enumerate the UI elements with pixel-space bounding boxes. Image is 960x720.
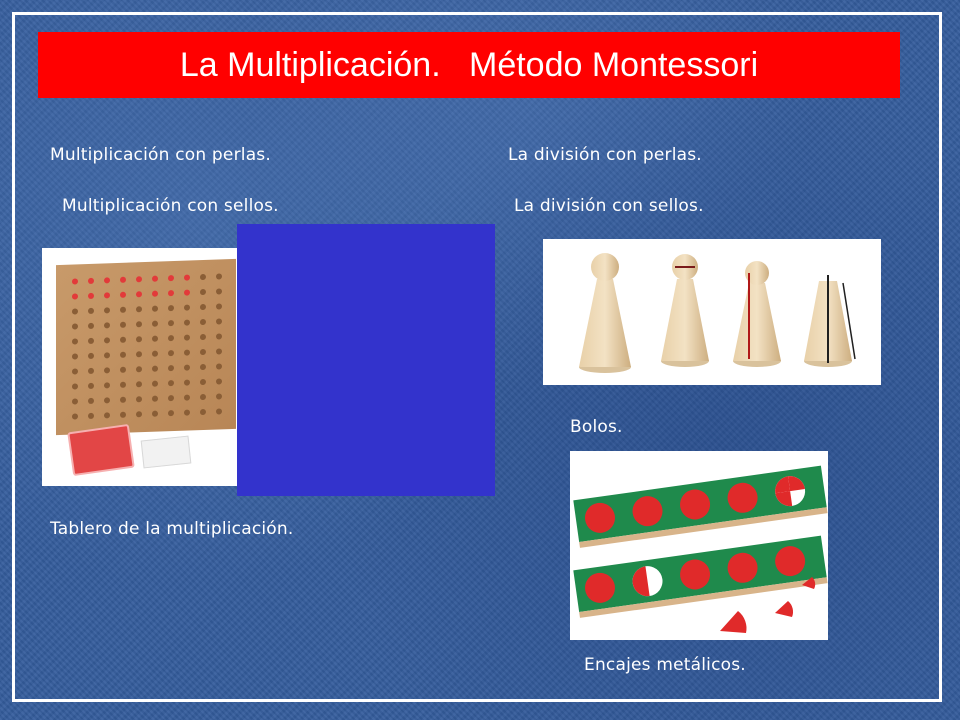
label-bolos: Bolos. bbox=[570, 417, 623, 437]
peg-hole bbox=[152, 276, 158, 282]
peg-hole bbox=[104, 352, 110, 358]
peg-hole bbox=[216, 393, 222, 399]
peg-hole bbox=[120, 397, 126, 403]
peg-hole bbox=[88, 368, 94, 374]
peg-hole bbox=[216, 333, 222, 339]
encajes-drawing bbox=[570, 451, 828, 640]
fraction-piece bbox=[775, 601, 793, 617]
peg-hole bbox=[72, 293, 78, 299]
peg-hole bbox=[72, 353, 78, 359]
peg-hole bbox=[88, 398, 94, 404]
bead-box bbox=[67, 424, 135, 476]
peg-hole bbox=[72, 413, 78, 419]
encajes-photo bbox=[570, 451, 828, 640]
peg-hole bbox=[168, 305, 174, 311]
label-multiplicacion-sellos: Multiplicación con sellos. bbox=[62, 196, 279, 216]
peg-hole bbox=[88, 278, 94, 284]
bolo-2 bbox=[661, 254, 709, 367]
peg-hole bbox=[136, 366, 142, 372]
title-banner bbox=[38, 32, 900, 98]
peg-hole bbox=[152, 381, 158, 387]
blue-placeholder-box bbox=[237, 224, 495, 496]
peg-hole bbox=[88, 413, 94, 419]
peg-hole bbox=[136, 306, 142, 312]
peg-hole bbox=[216, 318, 222, 324]
bolo-1 bbox=[579, 253, 631, 373]
peg-hole bbox=[184, 304, 190, 310]
peg-hole bbox=[120, 307, 126, 313]
peg-hole bbox=[104, 277, 110, 283]
peg-hole bbox=[200, 364, 206, 370]
peg-hole bbox=[152, 306, 158, 312]
peg-hole bbox=[104, 307, 110, 313]
peg-hole bbox=[152, 396, 158, 402]
label-division-sellos: La división con sellos. bbox=[514, 196, 704, 216]
peg-hole bbox=[200, 319, 206, 325]
bolo-4 bbox=[804, 275, 855, 367]
peg-hole bbox=[104, 397, 110, 403]
peg-hole bbox=[184, 409, 190, 415]
peg-hole bbox=[120, 337, 126, 343]
peg-hole bbox=[72, 323, 78, 329]
peg-hole bbox=[200, 334, 206, 340]
peg-hole bbox=[200, 304, 206, 310]
peg-hole bbox=[88, 353, 94, 359]
peg-hole bbox=[104, 337, 110, 343]
peg-hole bbox=[168, 290, 174, 296]
peg-hole bbox=[168, 275, 174, 281]
peg-hole bbox=[168, 365, 174, 371]
peg-hole bbox=[72, 278, 78, 284]
peg-hole bbox=[184, 274, 190, 280]
peg-hole bbox=[136, 381, 142, 387]
peg-hole bbox=[168, 335, 174, 341]
label-encajes: Encajes metálicos. bbox=[584, 655, 746, 675]
bolos-drawing bbox=[543, 239, 881, 385]
peg-hole bbox=[200, 379, 206, 385]
peg-hole bbox=[104, 382, 110, 388]
peg-hole bbox=[216, 288, 222, 294]
peg-hole bbox=[120, 277, 126, 283]
peg-hole bbox=[136, 291, 142, 297]
peg-hole bbox=[88, 383, 94, 389]
peg-hole bbox=[104, 292, 110, 298]
pegboard-board bbox=[56, 259, 236, 435]
peg-hole bbox=[184, 379, 190, 385]
peg-hole bbox=[136, 411, 142, 417]
peg-hole bbox=[184, 289, 190, 295]
peg-hole bbox=[152, 411, 158, 417]
peg-hole bbox=[72, 338, 78, 344]
peg-hole bbox=[136, 276, 142, 282]
peg-hole bbox=[72, 398, 78, 404]
peg-hole bbox=[184, 319, 190, 325]
peg-hole bbox=[216, 408, 222, 414]
peg-hole bbox=[104, 322, 110, 328]
peg-hole bbox=[152, 366, 158, 372]
peg-hole bbox=[88, 293, 94, 299]
peg-hole bbox=[136, 351, 142, 357]
peg-hole bbox=[120, 352, 126, 358]
peg-hole bbox=[152, 321, 158, 327]
peg-hole bbox=[72, 308, 78, 314]
peg-hole bbox=[152, 336, 158, 342]
label-multiplicacion-perlas: Multiplicación con perlas. bbox=[50, 145, 271, 165]
pegboard-photo bbox=[42, 248, 240, 486]
label-tablero: Tablero de la multiplicación. bbox=[50, 519, 294, 539]
peg-hole bbox=[136, 336, 142, 342]
slide-title: La Multiplicación. Método Montessori bbox=[179, 45, 759, 84]
peg-hole bbox=[200, 409, 206, 415]
peg-hole bbox=[200, 349, 206, 355]
peg-hole bbox=[168, 350, 174, 356]
peg-hole bbox=[216, 378, 222, 384]
peg-hole bbox=[88, 323, 94, 329]
number-card bbox=[141, 436, 192, 469]
label-division-perlas: La división con perlas. bbox=[508, 145, 702, 165]
peg-hole bbox=[104, 367, 110, 373]
peg-hole bbox=[136, 321, 142, 327]
peg-hole bbox=[184, 394, 190, 400]
peg-hole bbox=[120, 412, 126, 418]
peg-hole bbox=[168, 320, 174, 326]
bolos-photo bbox=[543, 239, 881, 385]
peg-hole bbox=[72, 368, 78, 374]
peg-hole bbox=[152, 291, 158, 297]
peg-hole bbox=[72, 383, 78, 389]
peg-hole bbox=[168, 380, 174, 386]
peg-hole bbox=[120, 292, 126, 298]
peg-hole bbox=[216, 363, 222, 369]
peg-hole bbox=[184, 364, 190, 370]
peg-hole bbox=[88, 338, 94, 344]
tray-top bbox=[573, 466, 827, 548]
peg-hole bbox=[168, 410, 174, 416]
peg-hole bbox=[184, 334, 190, 340]
peg-hole bbox=[216, 348, 222, 354]
peg-hole bbox=[168, 395, 174, 401]
peg-hole bbox=[120, 382, 126, 388]
peg-hole bbox=[200, 394, 206, 400]
bolo-3 bbox=[733, 261, 781, 367]
peg-hole bbox=[120, 367, 126, 373]
peg-hole bbox=[88, 308, 94, 314]
peg-hole bbox=[152, 351, 158, 357]
peg-hole bbox=[136, 396, 142, 402]
peg-hole bbox=[200, 274, 206, 280]
peg-hole bbox=[216, 303, 222, 309]
peg-hole bbox=[104, 412, 110, 418]
peg-hole bbox=[184, 349, 190, 355]
peg-hole bbox=[216, 273, 222, 279]
peg-hole bbox=[120, 322, 126, 328]
peg-hole bbox=[200, 289, 206, 295]
fraction-piece bbox=[720, 611, 746, 633]
